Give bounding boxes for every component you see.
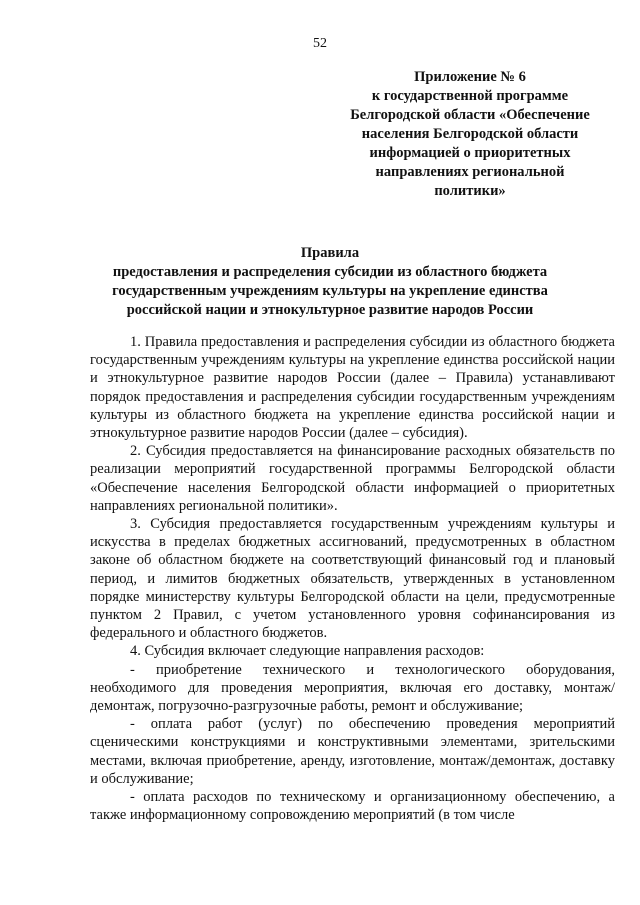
title-subtitle-line: предоставления и распределения субсидии из областного бюджета bbox=[112, 264, 548, 280]
list-item-technical-support: - оплата расходов по техническому и организационному обеспечению, а также информационному сопровождению мероприятий (в том числе bbox=[90, 789, 615, 824]
list-item-equipment: - приобретение технического и технологического оборудования, необходимого для проведения мероприятия, включая его доставку, монтаж/демонтаж, погрузочно-разгрузочные работы, ремонт и обслуживание; bbox=[90, 661, 615, 715]
paragraph-3: 3. Субсидия предоставляется государственным учреждениям культуры и искусства в пределах бюджетных ассигнований, предусмотренных в областном законе об областном бюджете на соответствующий финансовый год и плановый период, и лимитов бюджетных обязательств, утвержденных в установленном порядке министерству культуры Белгородской области на цели, предусмотренные пунктом 2 Правил, с учетом установленного уровня софинансирования из федерального и областного бюджетов. bbox=[90, 516, 615, 642]
appendix-line: населения Белгородской области bbox=[361, 126, 579, 142]
paragraph-4: 4. Субсидия включает следующие направления расходов: bbox=[130, 643, 485, 660]
appendix-line: к государственной программе bbox=[371, 88, 569, 104]
document-title bbox=[90, 244, 570, 320]
appendix-line: информацией о приоритетных bbox=[369, 145, 571, 161]
appendix-line: политики» bbox=[434, 183, 506, 199]
appendix-line: Приложение № 6 bbox=[414, 69, 526, 85]
appendix-header bbox=[340, 68, 600, 201]
appendix-line: Белгородской области «Обеспечение bbox=[350, 107, 590, 123]
page-number: 52 bbox=[313, 36, 327, 51]
paragraph-2: 2. Субсидия предоставляется на финансирование расходных обязательств по реализации мероприятий государственной программы Белгородской области «Обеспечение населения Белгородской области информацией о приоритетных направлениях региональной политики». bbox=[90, 443, 615, 514]
document-body bbox=[90, 333, 615, 824]
paragraph-1: 1. Правила предоставления и распределения субсидии из областного бюджета государственным учреждениям культуры на укрепление единства российской нации и этнокультурное развитие народов России (далее – Правила) устанавливают порядок предоставления и распределения субсидии государственным учреждениям культуры из областного бюджета на укрепление единства российской нации и этнокультурное развитие народов России (далее – субсидия). bbox=[90, 334, 615, 442]
title-subtitle-line: государственным учреждениям культуры на укрепление единства bbox=[112, 283, 548, 299]
appendix-line: направлениях региональной bbox=[375, 164, 565, 180]
title-subtitle-line: российской нации и этнокультурное развитие народов России bbox=[126, 302, 534, 318]
title-main: Правила bbox=[300, 245, 360, 261]
list-item-stage-works: - оплата работ (услуг) по обеспечению проведения мероприятий сценическими конструкциями и конструктивными элементами, зрительскими местами, включая приобретение, аренду, изготовление, монтаж/демонтаж, доставку и обслуживание; bbox=[90, 716, 615, 787]
